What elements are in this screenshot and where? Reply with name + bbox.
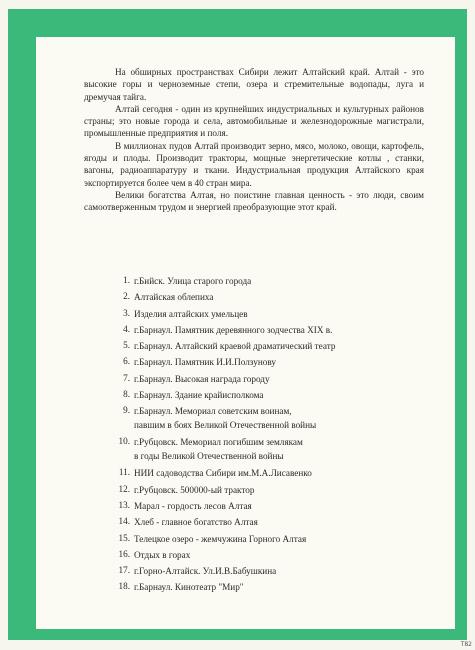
item-caption: г.Барнаул. Высокая награда городу	[134, 373, 270, 384]
item-caption: Отдых в горах	[134, 549, 191, 560]
item-number: 7.	[123, 372, 130, 383]
item-number: 5.	[123, 340, 130, 351]
item-caption: г.Барнаул. Памятник деревянного зодчества XIX в.	[134, 324, 333, 335]
item-number: 9.	[123, 405, 130, 416]
item-number: 13.	[118, 499, 130, 510]
item-number: 6.	[123, 356, 130, 367]
intro-paragraph: Велики богатства Алтая, но поистине главная ценность - это люди, своим самоотверженным трудом и энергией преобразующие этот край.	[84, 189, 424, 213]
intro-paragraph: Алтай сегодня - один из крупнейших индустриальных и культурных районов страны; это новые города и села, автомобильные и железнодорожные магистрали, промышленные предприятия и поля.	[84, 103, 424, 139]
item-caption: Хлеб - главное богатство Алтая	[134, 517, 258, 528]
page-sheet	[36, 37, 455, 629]
item-number: 10.	[118, 436, 130, 447]
item-caption: г.Горно-Алтайск. Ул.И.В.Бабушкина	[134, 566, 277, 577]
item-number: 3.	[123, 307, 130, 318]
item-caption: г.Рубцовск. 500000-ый трактор	[134, 484, 255, 495]
list-item	[111, 467, 431, 483]
item-caption: Алтайская облепиха	[134, 292, 214, 303]
list-item	[111, 324, 431, 340]
item-caption: г.Бийск. Улица старого города	[134, 276, 252, 286]
list-item	[111, 484, 431, 500]
illustration-list	[111, 275, 431, 598]
intro-paragraph: На обширных пространствах Сибири лежит Алтайский край. Алтай - это высокие горы и черноземные степи, озера и стремительные водопады, луга и дремучая тайга.	[84, 67, 424, 102]
list-item	[111, 389, 431, 405]
item-caption: г.Барнаул. Здание крайисполкома	[134, 390, 264, 401]
item-caption	[130, 436, 303, 463]
list-item	[111, 291, 431, 307]
list-item	[111, 308, 431, 324]
corner-tag: T82	[460, 641, 472, 648]
item-number: 15.	[118, 532, 130, 543]
green-border-frame	[8, 9, 467, 640]
item-caption: Марал - гордость лесов Алтая	[134, 500, 252, 511]
item-caption-line: павшим в боях Великой Отечественной войны	[134, 419, 317, 430]
item-caption: г.Барнаул. Памятник И.И.Ползунову	[134, 357, 276, 368]
item-caption-line: г.Барнаул. Мемориал советским воинам,	[134, 406, 292, 417]
list-item	[111, 516, 431, 532]
item-caption: НИИ садоводства Сибири им.М.А.Лисавенко	[134, 468, 312, 479]
intro-text	[84, 66, 424, 214]
list-item	[111, 581, 431, 597]
list-item	[111, 405, 431, 436]
item-number: 4.	[123, 323, 130, 334]
list-item	[111, 565, 431, 581]
item-caption: г.Барнаул. Алтайский краевой драматический театр	[134, 341, 336, 352]
list-item	[111, 356, 431, 372]
intro-paragraph: В миллионах пудов Алтай производит зерно, мясо, молоко, овощи, картофель, ягоды и плоды. Производит тракторы, мощные энергетические котлы , станки, вагоны, радиоаппаратуру и ткани. Индустриальная продукция Алтайского края экспортируется более чем в 40 стран мира.	[84, 140, 424, 188]
item-number: 12.	[118, 483, 130, 494]
item-number: 17.	[118, 565, 130, 576]
item-caption-line: г.Рубцовск. Мемориал погибшим землякам	[134, 437, 303, 448]
item-number: 18.	[118, 581, 130, 592]
item-caption: г.Барнаул. Кинотеатр "Мир"	[134, 582, 244, 593]
item-caption: Телецкое озеро - жемчужина Горного Алтая	[134, 533, 307, 544]
item-number: 2.	[123, 291, 130, 302]
item-number: 11.	[118, 467, 130, 478]
item-number: 1.	[123, 275, 130, 285]
list-item	[111, 533, 431, 549]
list-item	[111, 373, 431, 389]
item-caption	[130, 405, 316, 432]
list-item	[111, 549, 431, 565]
item-number: 16.	[118, 548, 130, 559]
item-number: 14.	[118, 516, 130, 527]
item-number: 8.	[123, 389, 130, 400]
list-item	[111, 275, 431, 291]
list-item	[111, 436, 431, 467]
list-item	[111, 340, 431, 356]
list-item	[111, 500, 431, 516]
item-caption-line: в годы Великой Отечественной войны	[134, 450, 284, 461]
item-caption: Изделия алтайских умельцев	[134, 308, 248, 319]
